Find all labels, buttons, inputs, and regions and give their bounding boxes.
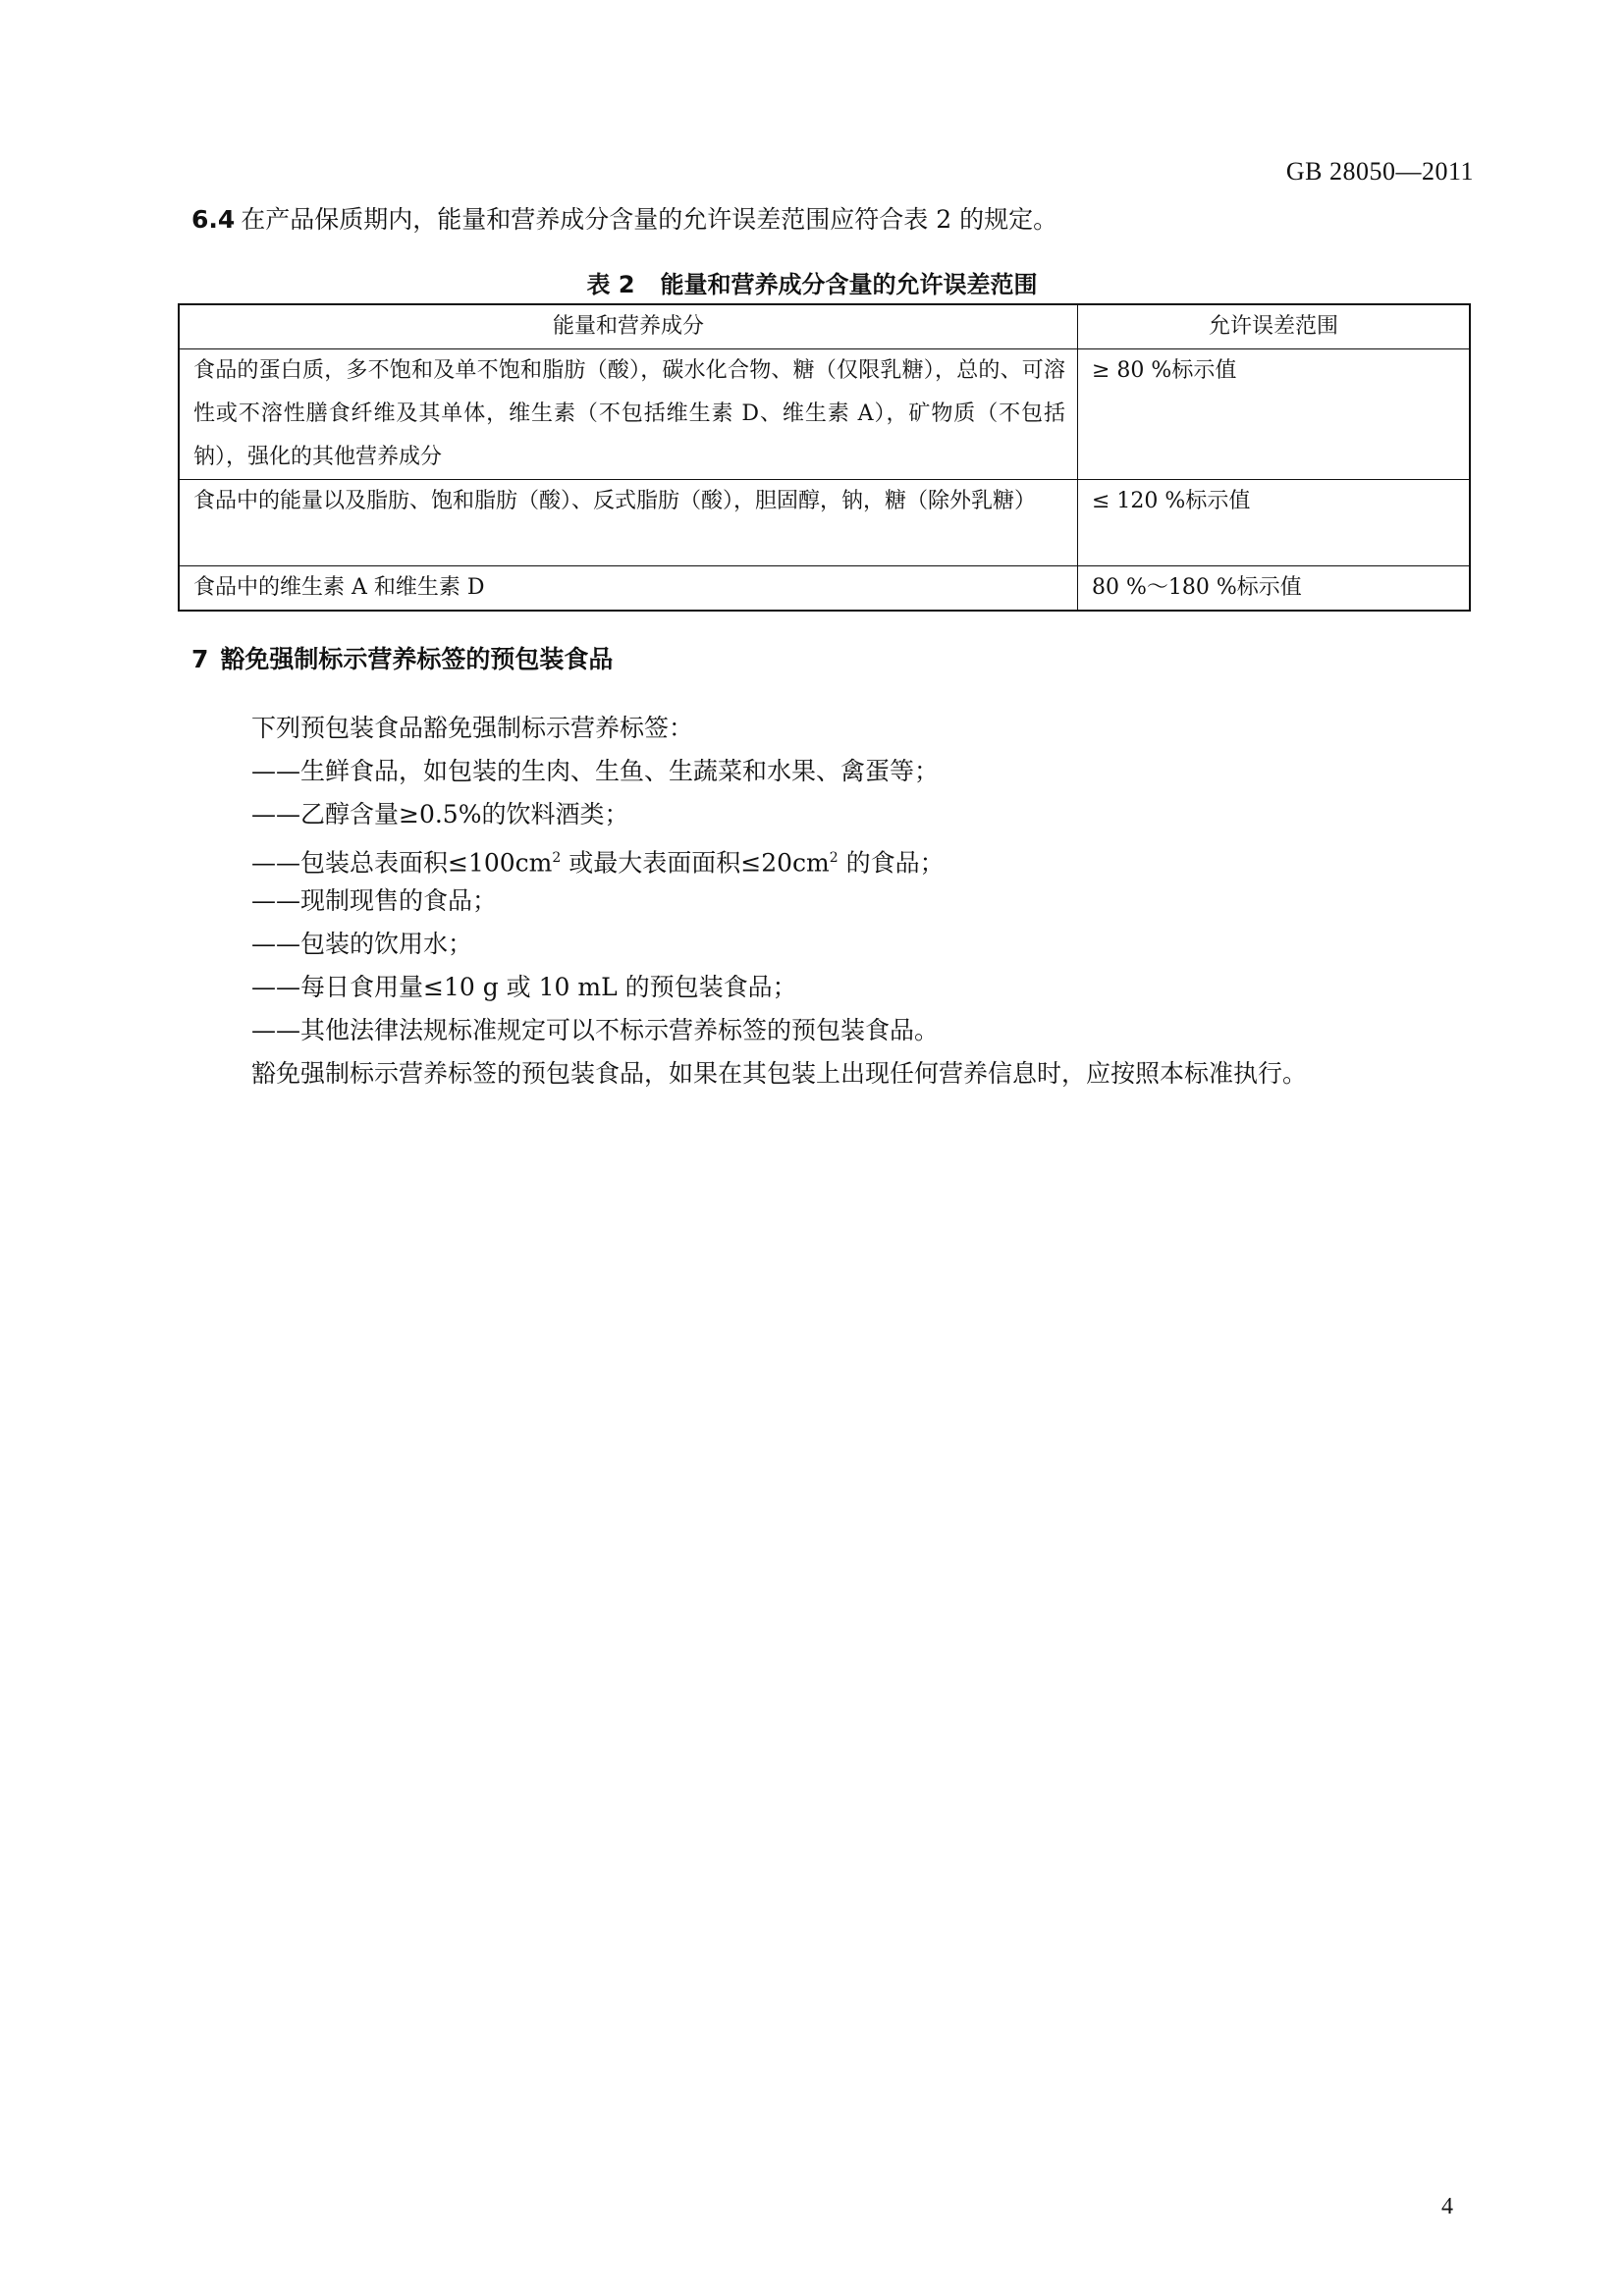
list-item: ——其他法律法规标准规定可以不标示营养标签的预包装食品。 <box>251 1016 940 1044</box>
section-7-heading <box>191 642 613 677</box>
list-item-area <box>251 836 1307 880</box>
area-text-middle: 或最大表面面积≤20cm <box>561 848 830 878</box>
superscript-two: 2 <box>552 850 562 866</box>
clause-number: 6.4 <box>191 205 236 234</box>
column-header-nutrient: 能量和营养成分 <box>179 304 1078 349</box>
list-item: ——现制现售的食品； <box>251 886 498 915</box>
closing-paragraph: 豁免强制标示营养标签的预包装食品，如果在其包装上出现任何营养信息时，应按照本标准执行。 <box>251 1059 1308 1088</box>
section-7-body <box>251 707 1307 1095</box>
tolerance-cell: ≥ 80 %标示值 <box>1078 349 1471 480</box>
section-title: 豁免强制标示营养标签的预包装食品 <box>220 645 614 673</box>
list-item: ——每日食用量≤10 g 或 10 mL 的预包装食品； <box>251 973 797 1001</box>
area-text-after: 的食品； <box>838 848 945 878</box>
section-intro: 下列预包装食品豁免强制标示营养标签： <box>251 714 694 742</box>
nutrient-cell: 食品中的能量以及脂肪、饱和脂肪（酸）、反式脂肪（酸），胆固醇，钠，糖（除外乳糖） <box>179 480 1078 566</box>
table-row <box>179 349 1470 480</box>
section-number: 7 <box>191 645 209 673</box>
standard-code: GB 28050—2011 <box>1285 157 1474 186</box>
table-row <box>179 480 1470 566</box>
table-row <box>179 566 1470 612</box>
nutrient-cell: 食品的蛋白质，多不饱和及单不饱和脂肪（酸），碳水化合物、糖（仅限乳糖），总的、可溶性或不溶性膳食纤维及其单体，维生素（不包括维生素 D、维生素 A），矿物质（不包括钠），强化的其他营养成分 <box>179 349 1078 480</box>
list-item: ——乙醇含量≥0.5%的饮料酒类； <box>251 800 629 828</box>
table-title: 能量和营养成分含量的允许误差范围 <box>660 271 1038 298</box>
column-header-tolerance: 允许误差范围 <box>1078 304 1471 349</box>
clause-6-4 <box>191 202 1057 238</box>
table-header-row <box>179 304 1470 349</box>
superscript-two: 2 <box>829 850 839 866</box>
tolerance-cell: 80 %～180 %标示值 <box>1078 566 1471 612</box>
tolerance-cell: ≤ 120 %标示值 <box>1078 480 1471 566</box>
tolerance-table <box>178 303 1471 612</box>
table-2-caption <box>0 267 1624 302</box>
list-item: ——包装的饮用水； <box>251 930 473 958</box>
nutrient-cell: 食品中的维生素 A 和维生素 D <box>179 566 1078 612</box>
list-item: ——生鲜食品，如包装的生肉、生鱼、生蔬菜和水果、禽蛋等； <box>251 757 940 785</box>
clause-text: 在产品保质期内，能量和营养成分含量的允许误差范围应符合表 2 的规定。 <box>241 205 1058 234</box>
page-number: 4 <box>1441 2194 1453 2219</box>
table-label: 表 2 <box>586 271 635 298</box>
area-text-before: ——包装总表面积≤100cm <box>251 848 553 878</box>
